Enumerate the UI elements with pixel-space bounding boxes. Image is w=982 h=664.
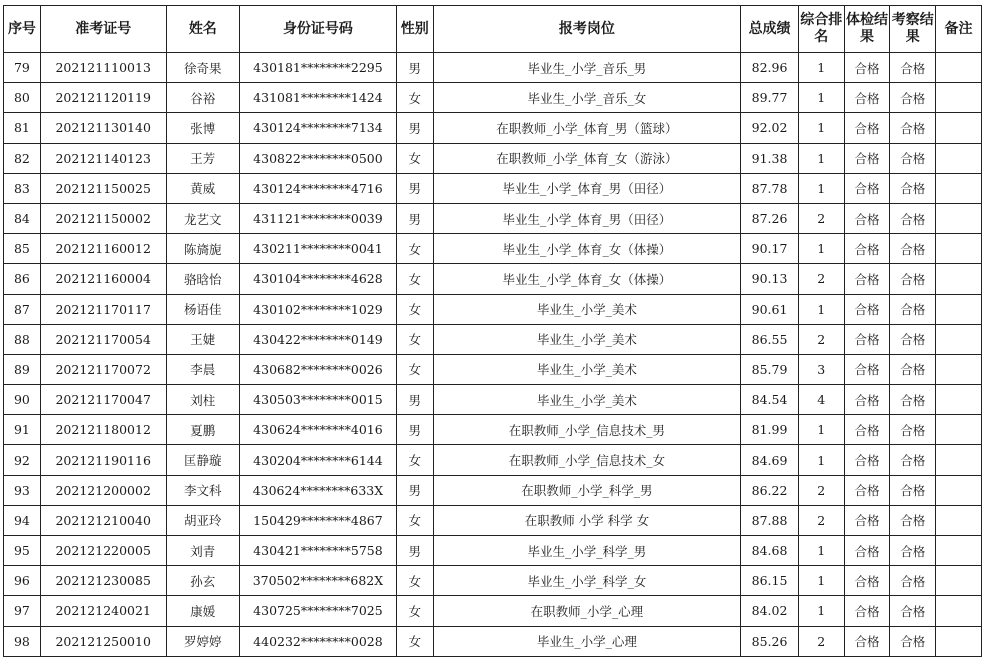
cell-total-score: 91.38 xyxy=(741,143,799,173)
cell-remark xyxy=(936,203,982,233)
cell-total-score: 92.02 xyxy=(741,113,799,143)
cell-index: 84 xyxy=(4,203,41,233)
cell-post: 在职教师_小学_心理 xyxy=(433,596,740,626)
cell-review-result: 合格 xyxy=(890,445,936,475)
cell-id-card: 430503********0015 xyxy=(240,385,397,415)
cell-index: 89 xyxy=(4,354,41,384)
cell-rank: 1 xyxy=(798,415,844,445)
cell-gender: 男 xyxy=(396,385,433,415)
cell-index: 79 xyxy=(4,53,41,83)
cell-remark xyxy=(936,83,982,113)
cell-remark xyxy=(936,234,982,264)
cell-review-result: 合格 xyxy=(890,415,936,445)
cell-remark xyxy=(936,415,982,445)
cell-exam-id: 202121250010 xyxy=(40,626,166,656)
cell-medical-result: 合格 xyxy=(844,415,890,445)
cell-exam-id: 202121210040 xyxy=(40,505,166,535)
cell-medical-result: 合格 xyxy=(844,596,890,626)
cell-index: 95 xyxy=(4,536,41,566)
cell-name: 徐奇果 xyxy=(166,53,240,83)
cell-gender: 男 xyxy=(396,53,433,83)
cell-review-result: 合格 xyxy=(890,143,936,173)
cell-exam-id: 202121160012 xyxy=(40,234,166,264)
table-body xyxy=(4,53,982,657)
cell-review-result: 合格 xyxy=(890,475,936,505)
cell-rank: 2 xyxy=(798,324,844,354)
cell-exam-id: 202121240021 xyxy=(40,596,166,626)
cell-exam-id: 202121170054 xyxy=(40,324,166,354)
cell-gender: 女 xyxy=(396,234,433,264)
cell-exam-id: 202121150025 xyxy=(40,173,166,203)
table-row xyxy=(4,536,982,566)
table-header-row xyxy=(4,6,982,53)
cell-exam-id: 202121130140 xyxy=(40,113,166,143)
table-row xyxy=(4,415,982,445)
cell-remark xyxy=(936,294,982,324)
cell-medical-result: 合格 xyxy=(844,53,890,83)
cell-remark xyxy=(936,505,982,535)
cell-medical-result: 合格 xyxy=(844,234,890,264)
cell-total-score: 87.78 xyxy=(741,173,799,203)
cell-name: 王芳 xyxy=(166,143,240,173)
cell-name: 陈旖旎 xyxy=(166,234,240,264)
cell-medical-result: 合格 xyxy=(844,536,890,566)
cell-exam-id: 202121120119 xyxy=(40,83,166,113)
cell-exam-id: 202121190116 xyxy=(40,445,166,475)
cell-gender: 女 xyxy=(396,596,433,626)
cell-gender: 女 xyxy=(396,143,433,173)
cell-total-score: 89.77 xyxy=(741,83,799,113)
cell-exam-id: 202121180012 xyxy=(40,415,166,445)
table-row xyxy=(4,113,982,143)
cell-index: 85 xyxy=(4,234,41,264)
cell-post: 毕业生_小学_体育_女（体操） xyxy=(433,234,740,264)
cell-rank: 2 xyxy=(798,505,844,535)
cell-index: 94 xyxy=(4,505,41,535)
table-row xyxy=(4,445,982,475)
cell-review-result: 合格 xyxy=(890,203,936,233)
header-remark: 备注 xyxy=(936,6,982,53)
results-table xyxy=(3,5,982,657)
cell-total-score: 90.17 xyxy=(741,234,799,264)
cell-medical-result: 合格 xyxy=(844,324,890,354)
cell-total-score: 84.68 xyxy=(741,536,799,566)
table-row xyxy=(4,626,982,656)
cell-name: 刘青 xyxy=(166,536,240,566)
cell-id-card: 430124********7134 xyxy=(240,113,397,143)
cell-rank: 1 xyxy=(798,234,844,264)
cell-remark xyxy=(936,596,982,626)
cell-gender: 女 xyxy=(396,626,433,656)
cell-total-score: 82.96 xyxy=(741,53,799,83)
cell-id-card: 430624********633X xyxy=(240,475,397,505)
cell-index: 87 xyxy=(4,294,41,324)
cell-rank: 4 xyxy=(798,385,844,415)
cell-exam-id: 202121140123 xyxy=(40,143,166,173)
cell-review-result: 合格 xyxy=(890,536,936,566)
cell-medical-result: 合格 xyxy=(844,294,890,324)
cell-medical-result: 合格 xyxy=(844,113,890,143)
cell-total-score: 81.99 xyxy=(741,415,799,445)
cell-rank: 2 xyxy=(798,203,844,233)
cell-review-result: 合格 xyxy=(890,566,936,596)
cell-post: 毕业生_小学_美术 xyxy=(433,324,740,354)
cell-index: 97 xyxy=(4,596,41,626)
cell-remark xyxy=(936,626,982,656)
cell-gender: 男 xyxy=(396,536,433,566)
cell-post: 在职教师_小学_体育_女（游泳） xyxy=(433,143,740,173)
cell-gender: 女 xyxy=(396,505,433,535)
cell-rank: 1 xyxy=(798,113,844,143)
cell-name: 王婕 xyxy=(166,324,240,354)
header-total-score: 总成绩 xyxy=(741,6,799,53)
cell-medical-result: 合格 xyxy=(844,354,890,384)
cell-rank: 2 xyxy=(798,264,844,294)
cell-index: 92 xyxy=(4,445,41,475)
cell-index: 93 xyxy=(4,475,41,505)
cell-index: 96 xyxy=(4,566,41,596)
cell-gender: 男 xyxy=(396,203,433,233)
table-row xyxy=(4,324,982,354)
cell-name: 孙玄 xyxy=(166,566,240,596)
cell-remark xyxy=(936,566,982,596)
cell-total-score: 84.54 xyxy=(741,385,799,415)
cell-review-result: 合格 xyxy=(890,113,936,143)
cell-name: 骆晗怡 xyxy=(166,264,240,294)
cell-remark xyxy=(936,173,982,203)
cell-post: 毕业生_小学_心理 xyxy=(433,626,740,656)
cell-remark xyxy=(936,385,982,415)
cell-medical-result: 合格 xyxy=(844,83,890,113)
table-row xyxy=(4,173,982,203)
cell-gender: 男 xyxy=(396,113,433,143)
table-row xyxy=(4,475,982,505)
table-row xyxy=(4,294,982,324)
cell-medical-result: 合格 xyxy=(844,505,890,535)
cell-gender: 男 xyxy=(396,415,433,445)
cell-id-card: 430124********4716 xyxy=(240,173,397,203)
cell-medical-result: 合格 xyxy=(844,566,890,596)
cell-total-score: 86.22 xyxy=(741,475,799,505)
cell-review-result: 合格 xyxy=(890,505,936,535)
cell-exam-id: 202121160004 xyxy=(40,264,166,294)
header-index: 序号 xyxy=(4,6,41,53)
cell-post: 毕业生_小学_美术 xyxy=(433,385,740,415)
cell-name: 夏鹏 xyxy=(166,415,240,445)
cell-review-result: 合格 xyxy=(890,173,936,203)
table-row xyxy=(4,505,982,535)
cell-rank: 1 xyxy=(798,596,844,626)
cell-id-card: 430725********7025 xyxy=(240,596,397,626)
cell-name: 刘柱 xyxy=(166,385,240,415)
cell-id-card: 430211********0041 xyxy=(240,234,397,264)
table-row xyxy=(4,234,982,264)
cell-index: 90 xyxy=(4,385,41,415)
cell-rank: 2 xyxy=(798,626,844,656)
cell-exam-id: 202121170047 xyxy=(40,385,166,415)
cell-post: 在职教师_小学_信息技术_女 xyxy=(433,445,740,475)
cell-name: 谷裕 xyxy=(166,83,240,113)
cell-id-card: 430422********0149 xyxy=(240,324,397,354)
cell-index: 81 xyxy=(4,113,41,143)
cell-name: 李晨 xyxy=(166,354,240,384)
cell-gender: 女 xyxy=(396,83,433,113)
cell-exam-id: 202121110013 xyxy=(40,53,166,83)
cell-name: 胡亚玲 xyxy=(166,505,240,535)
cell-review-result: 合格 xyxy=(890,385,936,415)
cell-post: 毕业生_小学_体育_男（田径） xyxy=(433,203,740,233)
cell-exam-id: 202121230085 xyxy=(40,566,166,596)
cell-name: 罗婷婷 xyxy=(166,626,240,656)
cell-rank: 1 xyxy=(798,53,844,83)
cell-id-card: 430421********5758 xyxy=(240,536,397,566)
cell-id-card: 150429********4867 xyxy=(240,505,397,535)
table-row xyxy=(4,143,982,173)
cell-remark xyxy=(936,264,982,294)
cell-index: 83 xyxy=(4,173,41,203)
cell-rank: 1 xyxy=(798,294,844,324)
header-exam-id: 准考证号 xyxy=(40,6,166,53)
cell-id-card: 430682********0026 xyxy=(240,354,397,384)
cell-index: 80 xyxy=(4,83,41,113)
cell-id-card: 430181********2295 xyxy=(240,53,397,83)
cell-post: 在职教师_小学_体育_男（篮球） xyxy=(433,113,740,143)
cell-total-score: 84.69 xyxy=(741,445,799,475)
cell-id-card: 370502********682X xyxy=(240,566,397,596)
cell-remark xyxy=(936,143,982,173)
cell-review-result: 合格 xyxy=(890,83,936,113)
cell-index: 91 xyxy=(4,415,41,445)
table-row xyxy=(4,203,982,233)
results-table-container xyxy=(3,5,982,657)
cell-post: 毕业生_小学_音乐_女 xyxy=(433,83,740,113)
cell-id-card: 430102********1029 xyxy=(240,294,397,324)
cell-rank: 1 xyxy=(798,566,844,596)
cell-exam-id: 202121170117 xyxy=(40,294,166,324)
cell-gender: 女 xyxy=(396,264,433,294)
cell-rank: 3 xyxy=(798,354,844,384)
cell-post: 毕业生_小学_科学_女 xyxy=(433,566,740,596)
cell-medical-result: 合格 xyxy=(844,173,890,203)
header-name: 姓名 xyxy=(166,6,240,53)
cell-name: 杨语佳 xyxy=(166,294,240,324)
cell-medical-result: 合格 xyxy=(844,203,890,233)
cell-rank: 1 xyxy=(798,143,844,173)
cell-rank: 1 xyxy=(798,83,844,113)
cell-id-card: 431081********1424 xyxy=(240,83,397,113)
cell-post: 毕业生_小学_科学_男 xyxy=(433,536,740,566)
cell-total-score: 86.15 xyxy=(741,566,799,596)
table-row xyxy=(4,83,982,113)
cell-gender: 男 xyxy=(396,173,433,203)
header-review-result: 考察结果 xyxy=(890,6,936,53)
cell-total-score: 84.02 xyxy=(741,596,799,626)
cell-index: 88 xyxy=(4,324,41,354)
cell-medical-result: 合格 xyxy=(844,264,890,294)
cell-name: 李文科 xyxy=(166,475,240,505)
table-row xyxy=(4,354,982,384)
cell-post: 毕业生_小学_音乐_男 xyxy=(433,53,740,83)
cell-review-result: 合格 xyxy=(890,234,936,264)
table-row xyxy=(4,385,982,415)
cell-remark xyxy=(936,445,982,475)
cell-rank: 1 xyxy=(798,173,844,203)
cell-name: 匡静璇 xyxy=(166,445,240,475)
cell-gender: 女 xyxy=(396,294,433,324)
cell-total-score: 85.79 xyxy=(741,354,799,384)
header-id-card: 身份证号码 xyxy=(240,6,397,53)
table-row xyxy=(4,53,982,83)
cell-gender: 女 xyxy=(396,566,433,596)
cell-index: 82 xyxy=(4,143,41,173)
cell-gender: 女 xyxy=(396,324,433,354)
table-row xyxy=(4,596,982,626)
cell-review-result: 合格 xyxy=(890,596,936,626)
cell-medical-result: 合格 xyxy=(844,143,890,173)
cell-index: 98 xyxy=(4,626,41,656)
cell-medical-result: 合格 xyxy=(844,445,890,475)
cell-review-result: 合格 xyxy=(890,324,936,354)
cell-name: 黄威 xyxy=(166,173,240,203)
cell-medical-result: 合格 xyxy=(844,385,890,415)
cell-exam-id: 202121200002 xyxy=(40,475,166,505)
cell-gender: 女 xyxy=(396,354,433,384)
cell-name: 康媛 xyxy=(166,596,240,626)
cell-gender: 女 xyxy=(396,445,433,475)
cell-post: 在职教师_小学_信息技术_男 xyxy=(433,415,740,445)
cell-id-card: 430204********6144 xyxy=(240,445,397,475)
cell-post: 毕业生_小学_体育_男（田径） xyxy=(433,173,740,203)
cell-total-score: 87.26 xyxy=(741,203,799,233)
cell-rank: 1 xyxy=(798,536,844,566)
cell-exam-id: 202121170072 xyxy=(40,354,166,384)
cell-name: 龙艺文 xyxy=(166,203,240,233)
header-gender: 性别 xyxy=(396,6,433,53)
cell-total-score: 86.55 xyxy=(741,324,799,354)
cell-review-result: 合格 xyxy=(890,294,936,324)
cell-index: 86 xyxy=(4,264,41,294)
cell-total-score: 87.88 xyxy=(741,505,799,535)
cell-id-card: 431121********0039 xyxy=(240,203,397,233)
cell-name: 张博 xyxy=(166,113,240,143)
cell-review-result: 合格 xyxy=(890,264,936,294)
header-medical-result: 体检结果 xyxy=(844,6,890,53)
cell-review-result: 合格 xyxy=(890,626,936,656)
cell-exam-id: 202121150002 xyxy=(40,203,166,233)
cell-remark xyxy=(936,354,982,384)
cell-id-card: 430104********4628 xyxy=(240,264,397,294)
table-row xyxy=(4,566,982,596)
cell-total-score: 90.13 xyxy=(741,264,799,294)
cell-total-score: 85.26 xyxy=(741,626,799,656)
cell-total-score: 90.61 xyxy=(741,294,799,324)
cell-review-result: 合格 xyxy=(890,354,936,384)
cell-id-card: 430624********4016 xyxy=(240,415,397,445)
cell-remark xyxy=(936,536,982,566)
cell-id-card: 430822********0500 xyxy=(240,143,397,173)
cell-exam-id: 202121220005 xyxy=(40,536,166,566)
cell-post: 毕业生_小学_体育_女（体操） xyxy=(433,264,740,294)
cell-gender: 男 xyxy=(396,475,433,505)
cell-remark xyxy=(936,113,982,143)
cell-review-result: 合格 xyxy=(890,53,936,83)
cell-medical-result: 合格 xyxy=(844,475,890,505)
cell-post: 在职教师_小学_科学_男 xyxy=(433,475,740,505)
cell-rank: 1 xyxy=(798,445,844,475)
cell-post: 在职教师 小学 科学 女 xyxy=(433,505,740,535)
header-post: 报考岗位 xyxy=(433,6,740,53)
cell-remark xyxy=(936,53,982,83)
cell-id-card: 440232********0028 xyxy=(240,626,397,656)
cell-remark xyxy=(936,324,982,354)
cell-post: 毕业生_小学_美术 xyxy=(433,354,740,384)
cell-post: 毕业生_小学_美术 xyxy=(433,294,740,324)
cell-remark xyxy=(936,475,982,505)
header-rank: 综合排名 xyxy=(798,6,844,53)
table-row xyxy=(4,264,982,294)
cell-rank: 2 xyxy=(798,475,844,505)
cell-medical-result: 合格 xyxy=(844,626,890,656)
